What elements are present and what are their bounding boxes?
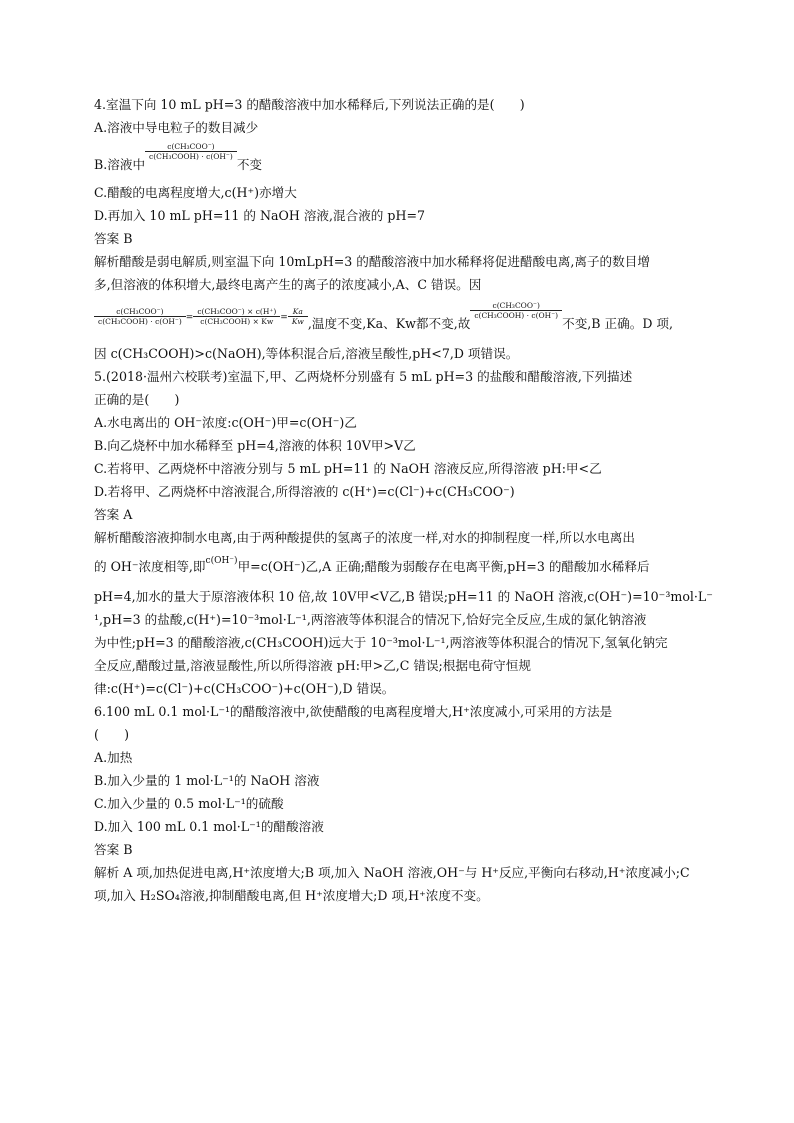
q4-answer: 答案 B <box>94 231 133 246</box>
fraction-denominator: c(CH₃COOH) × Kw <box>193 316 280 326</box>
q5-stem-line-1: 5.(2018·温州六校联考)室温下,甲、乙两烧杯分别盛有 5 mL pH=3 的盐酸和醋酸溶液,下列描述 <box>94 369 633 384</box>
q6-option-a: A.加热 <box>94 750 133 765</box>
formula-fraction-1 <box>94 307 186 326</box>
q5-option-c: C.若将甲、乙两烧杯中溶液分别与 5 mL pH=11 的 NaOH 溶液反应,所得溶液 pH:甲<乙 <box>94 461 602 476</box>
q6-analysis-line-1: 解析 A 项,加热促进电离,H⁺浓度增大;B 项,加入 NaOH 溶液,OH⁻与 H⁺反应,平衡向右移动,H⁺浓度减小;C <box>94 865 690 880</box>
q5-analysis-line-7: 律:c(H⁺)=c(Cl⁻)+c(CH₃COO⁻)+c(OH⁻),D 错误。 <box>94 681 395 696</box>
formula-fraction-4 <box>470 301 562 320</box>
equals-sign: = <box>280 313 288 323</box>
q4-analysis-text-3b: 不变,B 正确。D 项, <box>562 316 674 331</box>
q5-analysis-line-4: ¹,pH=3 的盐酸,c(H⁺)=10⁻³mol·L⁻¹,两溶液等体积混合的情况下,恰好完全反应,生成的氯化钠溶液 <box>94 612 647 627</box>
fraction-denominator: Kw <box>288 316 308 326</box>
q6-stem-line-2: ( ) <box>94 727 130 742</box>
fraction-denominator: c(CH₃COOH) · c(OH⁻) <box>145 151 237 161</box>
q5-option-b: B.向乙烧杯中加水稀释至 pH=4,溶液的体积 10V甲>V乙 <box>94 438 416 453</box>
q4-analysis-formula-line <box>94 301 714 341</box>
q4-analysis-line-4: 因 c(CH₃COOH)>c(NaOH),等体积混合后,溶液呈酸性,pH<7,D 项错误。 <box>94 346 519 361</box>
q5-analysis-line-1: 解析醋酸溶液抑制水电离,由于两种酸提供的氢离子的浓度一样,对水的抑制程度一样,所以水电离出 <box>94 530 635 545</box>
q5-answer: 答案 A <box>94 507 133 522</box>
fraction-numerator: c(CH₃COO⁻) × c(H⁺) <box>197 307 277 316</box>
document-body <box>94 96 714 910</box>
q4-option-b-suffix: 不变 <box>236 157 263 172</box>
q4-option-d: D.再加入 10 mL pH=11 的 NaOH 溶液,混合液的 pH=7 <box>94 208 426 223</box>
q5-option-a: A.水电离出的 OH⁻浓度:c(OH⁻)甲=c(OH⁻)乙 <box>94 415 357 430</box>
q6-analysis-line-2: 项,加入 H₂SO₄溶液,抑制醋酸电离,但 H⁺浓度增大;D 项,H⁺浓度不变。 <box>94 888 489 903</box>
q5-analysis-line-5: 为中性;pH=3 的醋酸溶液,c(CH₃COOH)远大于 10⁻³mol·L⁻¹,两溶液等体积混合的情况下,氢氧化钠完 <box>94 635 668 650</box>
fraction-numerator: c(CH₃COO⁻) <box>492 301 540 310</box>
fraction-denominator: c(CH₃COOH) · c(OH⁻) <box>94 316 186 326</box>
q6-stem-line-1: 6.100 mL 0.1 mol·L⁻¹的醋酸溶液中,欲使醋酸的电离程度增大,H⁺浓度减小,可采用的方法是 <box>94 704 613 719</box>
q5-analysis-line-6: 全反应,醋酸过量,溶液显酸性,所以所得溶液 pH:甲>乙,C 错误;根据电荷守恒规 <box>94 658 531 673</box>
q4-stem: 4.室温下向 10 mL pH=3 的醋酸溶液中加水稀释后,下列说法正确的是( ) <box>94 97 525 112</box>
q4-analysis-line-2: 多,但溶液的体积增大,最终电离产生的离子的浓度减小,A、C 错误。因 <box>94 277 482 292</box>
q4-option-b-fraction <box>145 142 237 161</box>
q5-option-d: D.若将甲、乙两烧杯中溶液混合,所得溶液的 c(H⁺)=c(Cl⁻)+c(CH₃COO⁻) <box>94 484 515 499</box>
q6-option-c: C.加入少量的 0.5 mol·L⁻¹的硫酸 <box>94 796 284 811</box>
q4-option-b <box>94 142 714 180</box>
q4-analysis-line-1: 解析醋酸是弱电解质,则室温下向 10mLpH=3 的醋酸溶液中加水稀释将促进醋酸电离,离子的数目增 <box>94 254 650 269</box>
q4-option-c: C.醋酸的电离程度增大,c(H⁺)亦增大 <box>94 185 297 200</box>
q6-answer: 答案 B <box>94 842 133 857</box>
q4-option-a: A.溶液中导电粒子的数目减少 <box>94 120 259 135</box>
q5-analysis-text-2b: 甲=c(OH⁻)乙,A 正确;醋酸为弱酸存在电离平衡,pH=3 的醋酸加水稀释后 <box>237 559 650 574</box>
q5-analysis-line-2 <box>94 552 714 584</box>
q5-analysis-line-3: pH=4,加水的量大于原溶液体积 10 倍,故 10V甲<V乙,B 错误;pH=11 的 NaOH 溶液,c(OH⁻)=10⁻³mol·L⁻ <box>94 589 713 604</box>
fraction-numerator: Ka <box>292 307 303 316</box>
formula-fraction-3 <box>288 307 308 326</box>
q5-analysis-text-2a: 的 OH⁻浓度相等,即 <box>94 559 206 574</box>
fraction-numerator: c(CH₃COO⁻) <box>167 142 215 151</box>
q4-option-b-prefix: B.溶液中 <box>94 157 146 172</box>
q4-analysis-text-3a: ,温度不变,Ka、Kw都不变,故 <box>307 316 471 331</box>
q6-option-b: B.加入少量的 1 mol·L⁻¹的 NaOH 溶液 <box>94 773 320 788</box>
formula-fraction-2 <box>193 307 280 326</box>
q6-option-d: D.加入 100 mL 0.1 mol·L⁻¹的醋酸溶液 <box>94 819 324 834</box>
equals-sign: = <box>185 313 194 323</box>
q5-stem-line-2: 正确的是( ) <box>94 392 180 407</box>
q5-raised-expression: c(OH⁻) <box>205 556 238 566</box>
fraction-numerator: c(CH₃COO⁻) <box>116 307 164 316</box>
fraction-denominator: c(CH₃COOH) · c(OH⁻) <box>470 310 562 320</box>
